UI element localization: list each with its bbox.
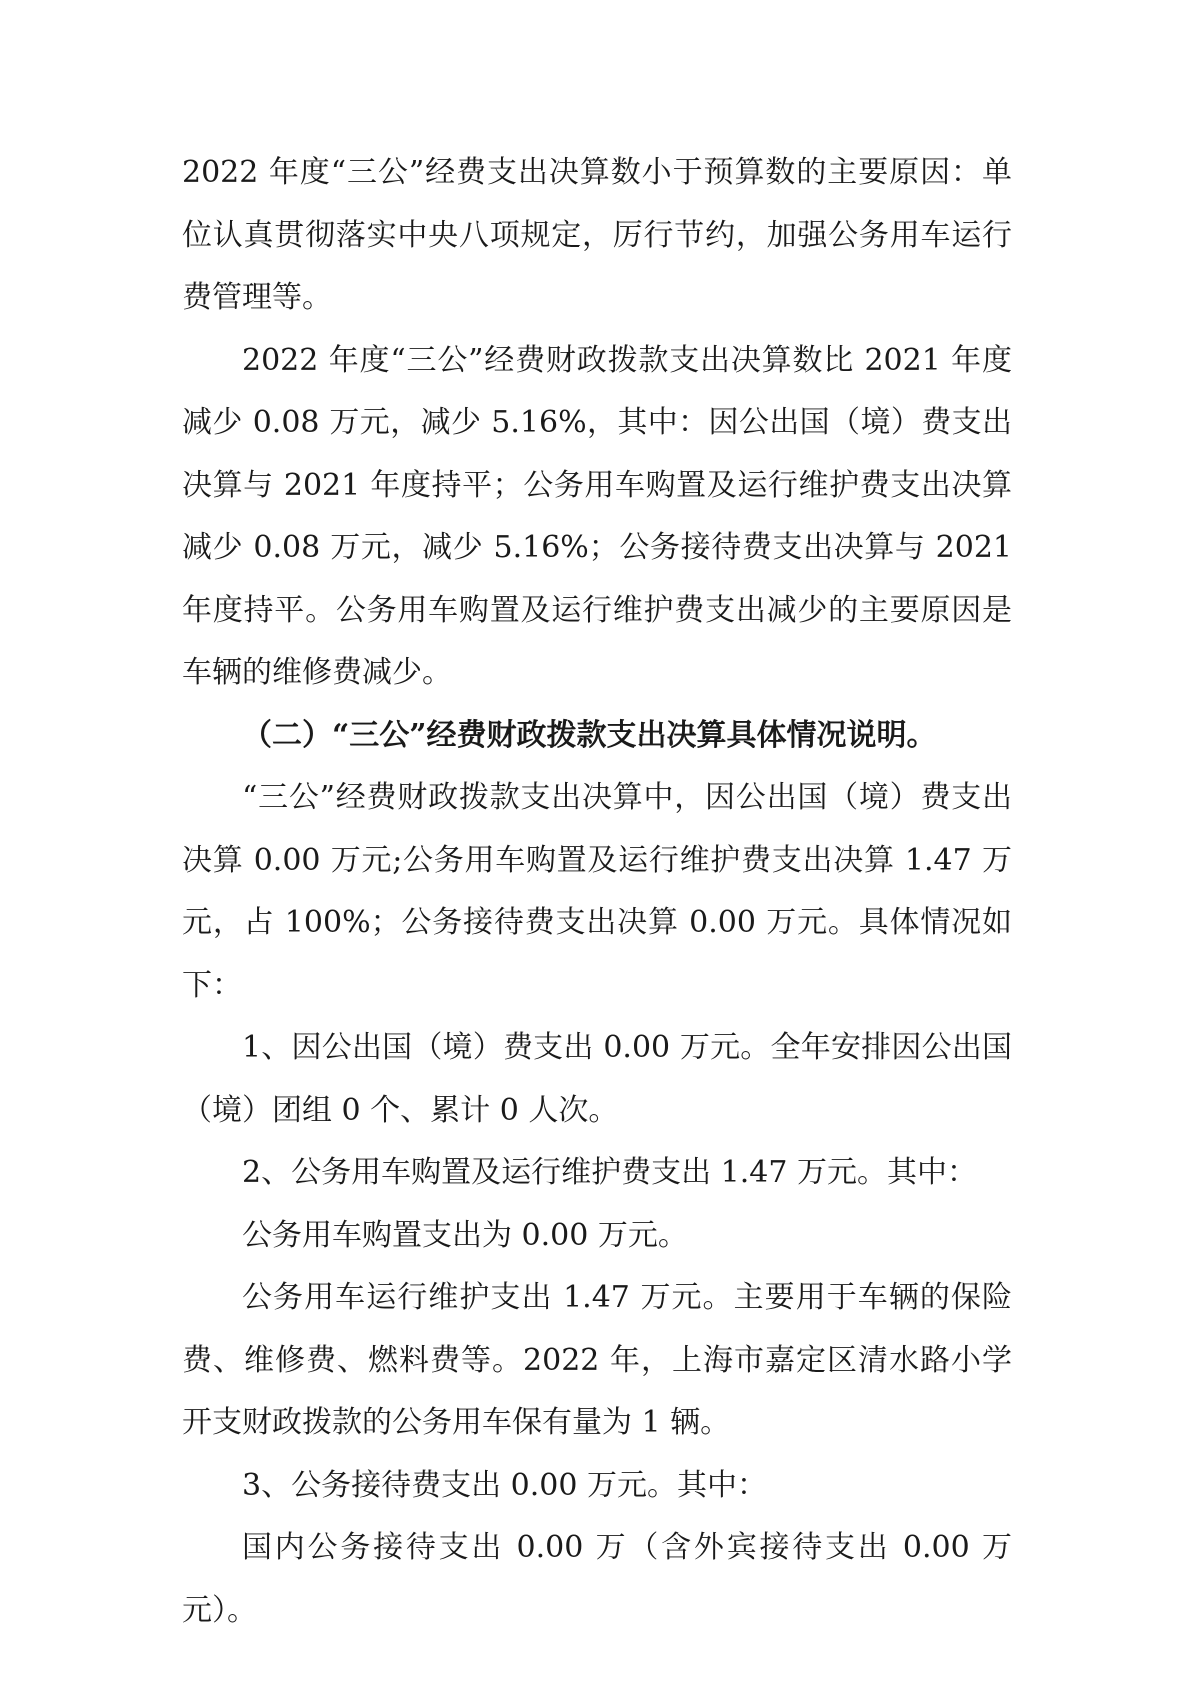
paragraph-budget-reason: 2022 年度“三公”经费支出决算数小于预算数的主要原因：单位认真贯彻落实中央八项规定，厉行节约，加强公务用车运行费管理等。 <box>182 155 1012 315</box>
paragraph-year-comparison: 2022 年度“三公”经费财政拨款支出决算数比 2021 年度减少 0.08 万元，减少 5.16%，其中：因公出国（境）费支出决算与 2021 年度持平；公务用车购置及运行维护费支出决算减少 0.08 万元，减少 5.16%；公务接待费支出决算与 2021 年度持平。公务用车购置及运行维护费支出减少的主要原因是车辆的维修费减少。 <box>182 342 1012 690</box>
paragraph-item-1: 1、因公出国（境）费支出 0.00 万元。全年安排因公出国（境）团组 0 个、累计 0 人次。 <box>182 1030 1012 1128</box>
paragraph-item-2: 2、公务用车购置及运行维护费支出 1.47 万元。其中： <box>242 1155 977 1190</box>
paragraph-vehicle-purchase: 公务用车购置支出为 0.00 万元。 <box>242 1217 688 1253</box>
paragraph-vehicle-operation: 公务用车运行维护支出 1.47 万元。主要用于车辆的保险费、维修费、燃料费等。2022 年，上海市嘉定区清水路小学开支财政拨款的公务用车保有量为 1 辆。 <box>182 1280 1012 1440</box>
paragraph-summary: “三公”经费财政拨款支出决算中，因公出国（境）费支出决算 0.00 万元;公务用车购置及运行维护费支出决算 1.47 万元，占 100%；公务接待费支出决算 0.00 万元。具体情况如下： <box>182 780 1012 1003</box>
section-heading: （二）“三公”经费财政拨款支出决算具体情况说明。 <box>242 717 937 753</box>
paragraph-domestic-reception: 国内公务接待支出 0.00 万（含外宾接待支出 0.00 万元）。 <box>182 1530 1012 1628</box>
document-page <box>182 142 1012 1642</box>
paragraph-item-3: 3、公务接待费支出 0.00 万元。其中： <box>242 1467 767 1503</box>
